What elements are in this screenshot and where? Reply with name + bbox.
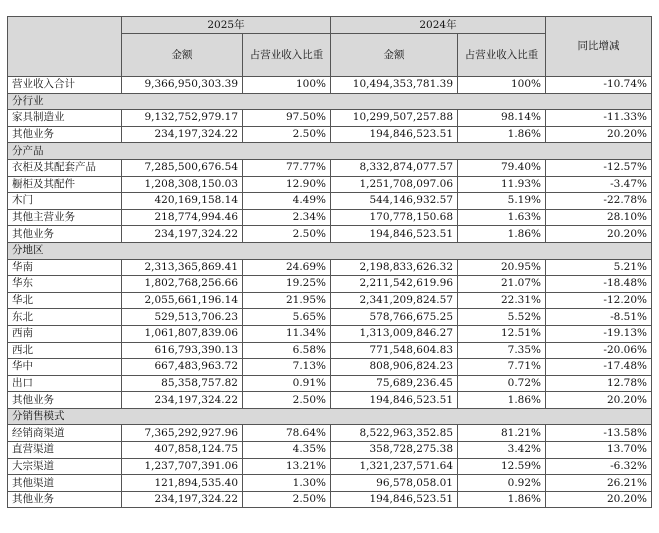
table-row [8, 209, 652, 226]
yoy-change: -10.74% [546, 77, 652, 94]
row-label: 木门 [8, 193, 122, 210]
table-row [8, 342, 652, 359]
amount-2024: 194,846,523.51 [331, 226, 458, 243]
section-header-row [8, 93, 652, 110]
row-label: 华中 [8, 359, 122, 376]
row-label: 东北 [8, 309, 122, 326]
amount-2025: 667,483,963.72 [122, 359, 243, 376]
row-label: 其他渠道 [8, 475, 122, 492]
amount-2025: 7,365,292,927.96 [122, 425, 243, 442]
row-label: 橱柜及其配件 [8, 176, 122, 193]
yoy-change: -3.47% [546, 176, 652, 193]
amount-2025: 2,055,661,196.14 [122, 292, 243, 309]
amount-2025: 85,358,757.82 [122, 375, 243, 392]
table-row [8, 292, 652, 309]
ratio-2024: 1.86% [458, 491, 546, 508]
header-blank-cell [8, 17, 122, 77]
table-row [8, 442, 652, 459]
row-label: 营业收入合计 [8, 77, 122, 94]
amount-2024: 8,522,963,352.85 [331, 425, 458, 442]
row-label: 其他业务 [8, 491, 122, 508]
table-row [8, 226, 652, 243]
row-label: 其他业务 [8, 226, 122, 243]
row-label: 直营渠道 [8, 442, 122, 459]
amount-2024: 194,846,523.51 [331, 491, 458, 508]
yoy-change: 20.20% [546, 491, 652, 508]
row-label: 其他主营业务 [8, 209, 122, 226]
ratio-2025: 78.64% [243, 425, 331, 442]
ratio-2025: 2.50% [243, 491, 331, 508]
row-label: 西南 [8, 325, 122, 342]
yoy-change: 26.21% [546, 475, 652, 492]
yoy-change: -22.78% [546, 193, 652, 210]
row-label: 家具制造业 [8, 110, 122, 127]
table-row [8, 458, 652, 475]
yoy-change: -17.48% [546, 359, 652, 376]
ratio-2025: 2.50% [243, 226, 331, 243]
header-amount-2025: 金额 [122, 34, 243, 77]
ratio-2025: 2.50% [243, 126, 331, 143]
ratio-2024: 81.21% [458, 425, 546, 442]
total-row [8, 77, 652, 94]
yoy-change: -18.48% [546, 276, 652, 293]
ratio-2025: 0.91% [243, 375, 331, 392]
ratio-2025: 4.35% [243, 442, 331, 459]
header-yoy: 同比增减 [546, 17, 652, 77]
ratio-2024: 12.59% [458, 458, 546, 475]
table-row [8, 259, 652, 276]
amount-2024: 8,332,874,077.57 [331, 159, 458, 176]
ratio-2024: 0.92% [458, 475, 546, 492]
table-row [8, 159, 652, 176]
amount-2025: 234,197,324.22 [122, 491, 243, 508]
ratio-2024: 0.72% [458, 375, 546, 392]
ratio-2025: 21.95% [243, 292, 331, 309]
ratio-2024: 100% [458, 77, 546, 94]
table-row [8, 276, 652, 293]
ratio-2024: 11.93% [458, 176, 546, 193]
yoy-change: -12.20% [546, 292, 652, 309]
row-label: 西北 [8, 342, 122, 359]
row-label: 华北 [8, 292, 122, 309]
yoy-change: -20.06% [546, 342, 652, 359]
ratio-2024: 79.40% [458, 159, 546, 176]
amount-2025: 1,208,308,150.03 [122, 176, 243, 193]
yoy-change: -6.32% [546, 458, 652, 475]
amount-2025: 234,197,324.22 [122, 226, 243, 243]
amount-2024: 1,251,708,097.06 [331, 176, 458, 193]
table-row [8, 359, 652, 376]
amount-2025: 234,197,324.22 [122, 392, 243, 409]
table-row [8, 425, 652, 442]
amount-2025: 529,513,706.23 [122, 309, 243, 326]
ratio-2025: 100% [243, 77, 331, 94]
ratio-2024: 1.86% [458, 126, 546, 143]
header-row-years [8, 17, 652, 34]
amount-2024: 10,494,353,781.39 [331, 77, 458, 94]
ratio-2025: 19.25% [243, 276, 331, 293]
amount-2025: 407,858,124.75 [122, 442, 243, 459]
amount-2024: 2,341,209,824.57 [331, 292, 458, 309]
amount-2024: 170,778,150.68 [331, 209, 458, 226]
row-label: 华东 [8, 276, 122, 293]
ratio-2025: 4.49% [243, 193, 331, 210]
amount-2025: 1,802,768,256.66 [122, 276, 243, 293]
yoy-change: 20.20% [546, 226, 652, 243]
amount-2024: 544,146,932.57 [331, 193, 458, 210]
amount-2024: 2,198,833,626.32 [331, 259, 458, 276]
yoy-change: -8.51% [546, 309, 652, 326]
header-amount-2024: 金额 [331, 34, 458, 77]
table-row [8, 193, 652, 210]
amount-2025: 420,169,158.14 [122, 193, 243, 210]
yoy-change: 12.78% [546, 375, 652, 392]
ratio-2025: 24.69% [243, 259, 331, 276]
row-label: 出口 [8, 375, 122, 392]
table-row [8, 126, 652, 143]
ratio-2024: 20.95% [458, 259, 546, 276]
section-title: 分产品 [8, 143, 652, 160]
amount-2024: 10,299,507,257.88 [331, 110, 458, 127]
amount-2025: 616,793,390.13 [122, 342, 243, 359]
ratio-2025: 13.21% [243, 458, 331, 475]
ratio-2024: 12.51% [458, 325, 546, 342]
amount-2024: 2,211,542,619.96 [331, 276, 458, 293]
amount-2025: 1,061,807,839.06 [122, 325, 243, 342]
ratio-2025: 97.50% [243, 110, 331, 127]
amount-2025: 1,237,707,391.06 [122, 458, 243, 475]
amount-2024: 578,766,675.25 [331, 309, 458, 326]
ratio-2024: 98.14% [458, 110, 546, 127]
yoy-change: 13.70% [546, 442, 652, 459]
ratio-2025: 11.34% [243, 325, 331, 342]
ratio-2024: 7.35% [458, 342, 546, 359]
table-row [8, 392, 652, 409]
ratio-2024: 1.86% [458, 392, 546, 409]
table-body [8, 77, 652, 508]
revenue-breakdown-table [7, 16, 652, 508]
ratio-2025: 7.13% [243, 359, 331, 376]
header-ratio-2025: 占营业收入比重 [243, 34, 331, 77]
header-ratio-2024: 占营业收入比重 [458, 34, 546, 77]
row-label: 大宗渠道 [8, 458, 122, 475]
amount-2024: 1,321,237,571.64 [331, 458, 458, 475]
ratio-2025: 77.77% [243, 159, 331, 176]
amount-2024: 1,313,009,846.27 [331, 325, 458, 342]
table-row [8, 325, 652, 342]
amount-2024: 194,846,523.51 [331, 392, 458, 409]
row-label: 经销商渠道 [8, 425, 122, 442]
amount-2024: 358,728,275.38 [331, 442, 458, 459]
amount-2025: 9,132,752,979.17 [122, 110, 243, 127]
amount-2025: 234,197,324.22 [122, 126, 243, 143]
row-label: 其他业务 [8, 126, 122, 143]
amount-2024: 96,578,058.01 [331, 475, 458, 492]
amount-2025: 121,894,535.40 [122, 475, 243, 492]
revenue-table-container [7, 16, 652, 508]
table-row [8, 475, 652, 492]
ratio-2024: 1.63% [458, 209, 546, 226]
yoy-change: 28.10% [546, 209, 652, 226]
table-row [8, 375, 652, 392]
yoy-change: -19.13% [546, 325, 652, 342]
ratio-2025: 5.65% [243, 309, 331, 326]
yoy-change: 20.20% [546, 126, 652, 143]
table-row [8, 176, 652, 193]
ratio-2024: 21.07% [458, 276, 546, 293]
header-year-2025: 2025年 [122, 17, 331, 34]
section-header-row [8, 143, 652, 160]
amount-2024: 808,906,824.23 [331, 359, 458, 376]
ratio-2024: 3.42% [458, 442, 546, 459]
yoy-change: -11.33% [546, 110, 652, 127]
table-row [8, 110, 652, 127]
amount-2024: 75,689,236.45 [331, 375, 458, 392]
yoy-change: 5.21% [546, 259, 652, 276]
ratio-2025: 1.30% [243, 475, 331, 492]
amount-2025: 9,366,950,303.39 [122, 77, 243, 94]
header-year-2024: 2024年 [331, 17, 546, 34]
section-header-row [8, 408, 652, 425]
section-title: 分行业 [8, 93, 652, 110]
ratio-2024: 7.71% [458, 359, 546, 376]
ratio-2024: 1.86% [458, 226, 546, 243]
table-row [8, 309, 652, 326]
yoy-change: 20.20% [546, 392, 652, 409]
ratio-2025: 6.58% [243, 342, 331, 359]
row-label: 衣柜及其配套产品 [8, 159, 122, 176]
amount-2025: 2,313,365,869.41 [122, 259, 243, 276]
yoy-change: -12.57% [546, 159, 652, 176]
row-label: 华南 [8, 259, 122, 276]
ratio-2024: 5.19% [458, 193, 546, 210]
section-title: 分地区 [8, 242, 652, 259]
section-title: 分销售模式 [8, 408, 652, 425]
ratio-2025: 2.50% [243, 392, 331, 409]
table-row [8, 491, 652, 508]
row-label: 其他业务 [8, 392, 122, 409]
amount-2024: 194,846,523.51 [331, 126, 458, 143]
ratio-2025: 2.34% [243, 209, 331, 226]
ratio-2025: 12.90% [243, 176, 331, 193]
ratio-2024: 5.52% [458, 309, 546, 326]
ratio-2024: 22.31% [458, 292, 546, 309]
amount-2024: 771,548,604.83 [331, 342, 458, 359]
section-header-row [8, 242, 652, 259]
yoy-change: -13.58% [546, 425, 652, 442]
amount-2025: 218,774,994.46 [122, 209, 243, 226]
amount-2025: 7,285,500,676.54 [122, 159, 243, 176]
